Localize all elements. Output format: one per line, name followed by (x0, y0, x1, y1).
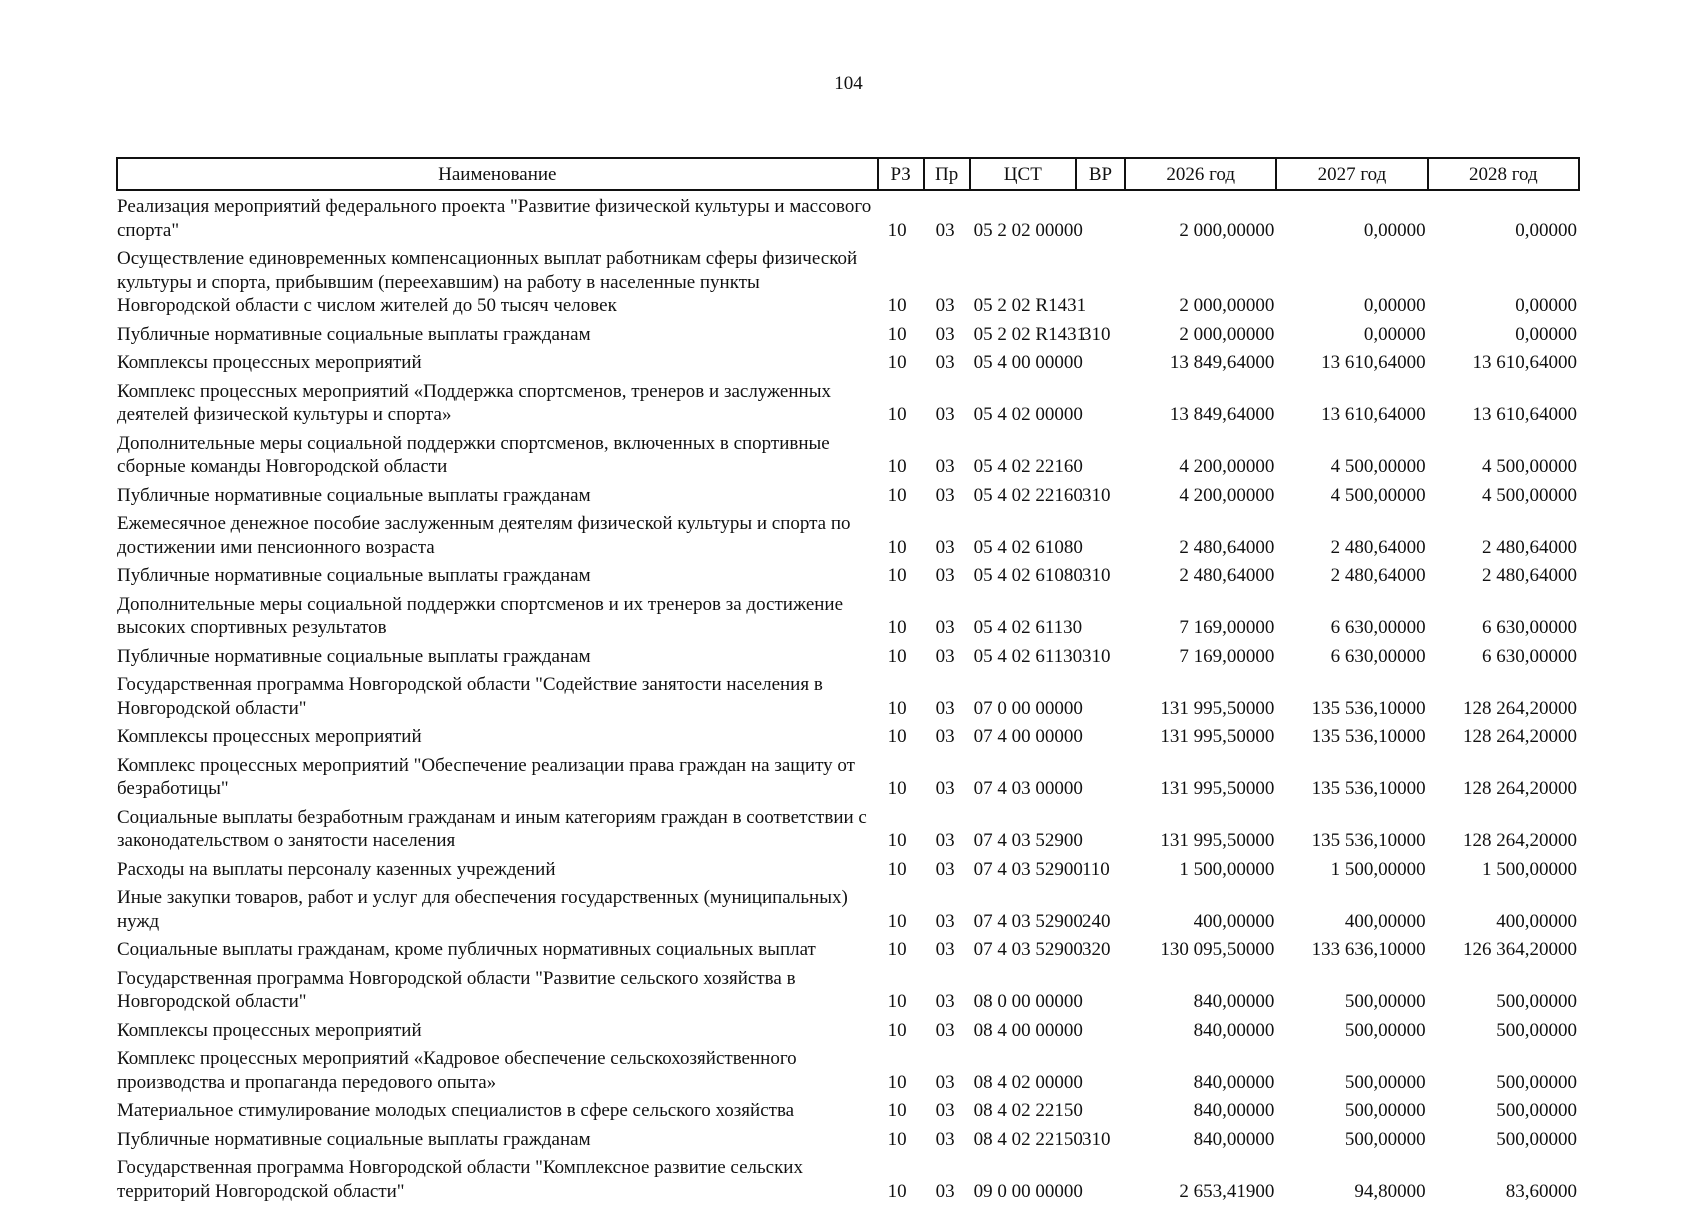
row-2028: 2 480,64000 (1482, 565, 1577, 586)
header-2026: 2026 год (1125, 158, 1276, 190)
row-pr: 03 (935, 219, 955, 241)
row-pr: 03 (935, 830, 955, 851)
table-row (117, 351, 1579, 380)
row-name: Дополнительные меры социальной поддержки спортсменов и их тренеров за достижение высоких спортивных результатов (117, 593, 844, 638)
row-cst: 05 4 02 61080 (973, 536, 1083, 558)
row-pr: 03 (935, 404, 955, 425)
row-rz: 10 (887, 910, 907, 932)
header-2027: 2027 год (1276, 158, 1427, 190)
row-2026: 840,00000 (1193, 1019, 1275, 1041)
row-cst: 05 4 02 22160 (973, 484, 1083, 506)
row-rz: 10 (887, 404, 907, 425)
row-2028: 128 264,20000 (1463, 778, 1577, 799)
row-vr (1076, 754, 1125, 806)
table-row (117, 725, 1579, 754)
row-rz: 10 (887, 456, 907, 477)
row-vr (1076, 725, 1125, 754)
row-2027: 6 630,00000 (1330, 645, 1426, 667)
row-2027: 135 536,10000 (1311, 830, 1426, 851)
row-2026: 7 169,00000 (1179, 617, 1275, 638)
row-rz: 10 (887, 1100, 907, 1121)
row-cst: 07 4 03 00000 (973, 778, 1083, 799)
row-vr (1076, 351, 1125, 380)
row-name: Дополнительные меры социальной поддержки спортсменов, включенных в спортивные сборные команды Новгородской области (117, 432, 830, 477)
row-2026: 4 200,00000 (1179, 456, 1275, 477)
row-2028: 4 500,00000 (1482, 484, 1577, 506)
row-pr: 03 (935, 565, 955, 586)
row-rz: 10 (887, 858, 907, 880)
table-body (117, 190, 1579, 1208)
page-number: 104 (834, 73, 863, 94)
row-vr (1076, 806, 1125, 858)
row-cst: 08 4 02 00000 (973, 1071, 1083, 1093)
row-2027: 0,00000 (1363, 219, 1426, 241)
row-rz: 10 (887, 939, 907, 960)
row-pr: 03 (935, 697, 955, 719)
row-2028: 500,00000 (1496, 991, 1577, 1012)
row-2026: 400,00000 (1193, 910, 1275, 932)
row-2026: 840,00000 (1193, 1100, 1275, 1121)
row-rz: 10 (887, 830, 907, 851)
header-cst: ЦСТ (970, 158, 1076, 190)
table-row (117, 754, 1579, 806)
row-name: Иные закупки товаров, работ и услуг для обеспечения государственных (муниципальных) нужд (117, 887, 848, 932)
row-name: Государственная программа Новгородской области "Содействие занятости населения в Новгородской области" (117, 674, 823, 719)
row-name: Комплексы процессных мероприятий (117, 352, 422, 373)
row-2028: 126 364,20000 (1463, 939, 1577, 960)
row-cst: 07 4 03 52900 (973, 939, 1083, 960)
row-cst: 08 4 02 22150 (973, 1128, 1083, 1150)
row-pr: 03 (935, 1100, 955, 1121)
row-name: Публичные нормативные социальные выплаты гражданам (117, 484, 591, 506)
row-name: Социальные выплаты гражданам, кроме публичных нормативных социальных выплат (117, 939, 816, 960)
row-vr: 310 (1081, 323, 1111, 345)
row-2026: 4 200,00000 (1179, 484, 1275, 506)
row-rz: 10 (887, 295, 907, 316)
row-2026: 131 995,50000 (1160, 778, 1275, 799)
row-rz: 10 (887, 991, 907, 1012)
row-name: Осуществление единовременных компенсационных выплат работникам сферы физической культуры и спорта, прибывшим (переехавшим) на работу в населенные пункты Новгородской области с числом жителей до 50 тысяч человек (117, 248, 858, 316)
row-pr: 03 (935, 1128, 955, 1150)
row-2028: 6 630,00000 (1482, 617, 1577, 638)
table-row (117, 1047, 1579, 1099)
row-rz: 10 (887, 352, 907, 373)
row-cst: 08 0 00 00000 (973, 991, 1083, 1012)
table-row (117, 806, 1579, 858)
table-header (117, 158, 1579, 190)
row-2027: 94,80000 (1354, 1180, 1426, 1202)
row-2027: 0,00000 (1363, 295, 1426, 316)
row-2027: 2 480,64000 (1330, 565, 1426, 586)
row-2028: 128 264,20000 (1463, 830, 1577, 851)
row-vr (1076, 1047, 1125, 1099)
row-2028: 500,00000 (1496, 1071, 1577, 1093)
row-vr (1076, 1156, 1125, 1208)
row-vr (1076, 190, 1125, 247)
row-2026: 131 995,50000 (1160, 830, 1275, 851)
row-2028: 83,60000 (1505, 1180, 1577, 1202)
row-name: Материальное стимулирование молодых специалистов в сфере сельского хозяйства (117, 1100, 795, 1121)
row-2026: 840,00000 (1193, 1128, 1275, 1150)
row-pr: 03 (935, 484, 955, 506)
header-2028: 2028 год (1428, 158, 1579, 190)
row-rz: 10 (887, 697, 907, 719)
row-2028: 0,00000 (1515, 219, 1577, 241)
row-2026: 2 000,00000 (1179, 323, 1275, 345)
row-2028: 400,00000 (1496, 910, 1577, 932)
row-2026: 2 000,00000 (1179, 295, 1275, 316)
row-cst: 05 2 02 R1431 (973, 323, 1087, 345)
row-2027: 4 500,00000 (1330, 484, 1426, 506)
row-rz: 10 (887, 484, 907, 506)
table-row (117, 1128, 1579, 1157)
row-name: Комплексы процессных мероприятий (117, 1019, 422, 1041)
table-row (117, 247, 1579, 323)
row-cst: 05 4 00 00000 (973, 352, 1083, 373)
table-row (117, 593, 1579, 645)
row-name: Социальные выплаты безработным гражданам и иным категориям граждан в соответствии с законодательством о занятости населения (117, 806, 867, 851)
row-cst: 07 4 03 52900 (973, 830, 1083, 851)
row-2027: 4 500,00000 (1330, 456, 1426, 477)
table-row (117, 967, 1579, 1019)
row-name: Публичные нормативные социальные выплаты гражданам (117, 645, 591, 667)
row-rz: 10 (887, 726, 907, 747)
table-row (117, 1156, 1579, 1208)
row-cst: 05 2 02 R1431 (973, 295, 1087, 316)
row-name: Комплексы процессных мероприятий (117, 726, 422, 747)
row-cst: 05 4 02 61130 (973, 617, 1083, 638)
row-rz: 10 (887, 1019, 907, 1041)
row-pr: 03 (935, 939, 955, 960)
row-cst: 05 4 02 61130 (973, 645, 1083, 667)
row-2027: 1 500,00000 (1330, 858, 1426, 880)
row-pr: 03 (935, 910, 955, 932)
row-vr (1076, 967, 1125, 1019)
row-2027: 6 630,00000 (1330, 617, 1426, 638)
row-2028: 128 264,20000 (1463, 726, 1577, 747)
row-2027: 0,00000 (1363, 323, 1426, 345)
row-cst: 07 0 00 00000 (973, 697, 1083, 719)
row-2027: 135 536,10000 (1311, 778, 1426, 799)
row-2026: 131 995,50000 (1160, 697, 1275, 719)
row-cst: 05 2 02 00000 (973, 219, 1083, 241)
row-pr: 03 (935, 295, 955, 316)
header-row (117, 158, 1579, 190)
row-rz: 10 (887, 536, 907, 558)
table-row (117, 380, 1579, 432)
row-2027: 500,00000 (1344, 1100, 1426, 1121)
row-rz: 10 (887, 617, 907, 638)
header-vr: ВР (1076, 158, 1125, 190)
row-pr: 03 (935, 1180, 955, 1202)
row-name: Ежемесячное денежное пособие заслуженным деятелям физической культуры и спорта по достижении ими пенсионного возраста (117, 513, 851, 558)
row-2026: 840,00000 (1193, 991, 1275, 1012)
row-rz: 10 (887, 778, 907, 799)
row-2028: 2 480,64000 (1482, 536, 1577, 558)
header-name: Наименование (117, 158, 878, 190)
row-cst: 07 4 03 52900 (973, 910, 1083, 932)
row-vr (1076, 1099, 1125, 1128)
row-vr (1076, 512, 1125, 564)
row-vr: 310 (1081, 645, 1111, 667)
row-vr: 240 (1081, 910, 1111, 932)
row-vr: 310 (1081, 1128, 1111, 1150)
row-2027: 400,00000 (1344, 910, 1426, 932)
row-2028: 500,00000 (1496, 1100, 1577, 1121)
row-2027: 500,00000 (1344, 1019, 1426, 1041)
row-2027: 500,00000 (1344, 1128, 1426, 1150)
row-vr: 310 (1081, 565, 1111, 586)
row-2026: 13 849,64000 (1169, 404, 1275, 425)
row-name: Комплекс процессных мероприятий «Кадровое обеспечение сельскохозяйственного производства и пропаганда передового опыта» (117, 1048, 797, 1093)
header-pr: Пр (924, 158, 970, 190)
row-2026: 840,00000 (1193, 1071, 1275, 1093)
row-rz: 10 (887, 1128, 907, 1150)
row-pr: 03 (935, 1019, 955, 1041)
row-pr: 03 (935, 778, 955, 799)
row-2027: 500,00000 (1344, 1071, 1426, 1093)
table-row (117, 190, 1579, 247)
row-pr: 03 (935, 536, 955, 558)
table-row (117, 1019, 1579, 1048)
row-name: Расходы на выплаты персоналу казенных учреждений (117, 858, 556, 880)
row-2027: 500,00000 (1344, 991, 1426, 1012)
row-cst: 05 4 02 61080 (973, 565, 1083, 586)
table-row (117, 512, 1579, 564)
row-cst: 09 0 00 00000 (973, 1180, 1083, 1202)
row-name: Комплекс процессных мероприятий "Обеспечение реализации права граждан на защиту от безработицы" (117, 754, 855, 799)
row-rz: 10 (887, 1180, 907, 1202)
row-rz: 10 (887, 1071, 907, 1093)
row-2027: 135 536,10000 (1311, 697, 1426, 719)
row-2026: 2 480,64000 (1179, 536, 1275, 558)
row-cst: 08 4 02 22150 (973, 1100, 1083, 1121)
row-rz: 10 (887, 219, 907, 241)
row-pr: 03 (935, 858, 955, 880)
row-cst: 07 4 00 00000 (973, 726, 1083, 747)
row-cst: 05 4 02 22160 (973, 456, 1083, 477)
row-pr: 03 (935, 991, 955, 1012)
row-2027: 13 610,64000 (1321, 352, 1426, 373)
row-name: Публичные нормативные социальные выплаты гражданам (117, 1128, 591, 1150)
row-vr: 110 (1081, 858, 1110, 880)
row-vr (1076, 432, 1125, 484)
row-2026: 13 849,64000 (1169, 352, 1275, 373)
row-2028: 4 500,00000 (1482, 456, 1577, 477)
table-row (117, 645, 1579, 674)
header-rz: РЗ (878, 158, 924, 190)
table-row (117, 484, 1579, 513)
table-row (117, 323, 1579, 352)
row-2026: 7 169,00000 (1179, 645, 1275, 667)
row-2028: 13 610,64000 (1472, 404, 1577, 425)
table-row (117, 938, 1579, 967)
row-2026: 130 095,50000 (1160, 939, 1275, 960)
row-pr: 03 (935, 617, 955, 638)
row-name: Комплекс процессных мероприятий «Поддержка спортсменов, тренеров и заслуженных деятелей физической культуры и спорта» (117, 380, 831, 425)
row-name: Реализация мероприятий федерального проекта "Развитие физической культуры и массового спорта" (117, 196, 872, 241)
row-pr: 03 (935, 352, 955, 373)
row-2027: 13 610,64000 (1321, 404, 1426, 425)
row-name: Государственная программа Новгородской области "Комплексное развитие сельских территорий Новгородской области" (117, 1157, 803, 1202)
row-2028: 6 630,00000 (1482, 645, 1577, 667)
row-cst: 07 4 03 52900 (973, 858, 1083, 880)
row-vr: 320 (1081, 939, 1111, 960)
row-cst: 08 4 00 00000 (973, 1019, 1083, 1041)
row-2028: 128 264,20000 (1463, 697, 1577, 719)
table-row (117, 1099, 1579, 1128)
row-pr: 03 (935, 323, 955, 345)
row-name: Публичные нормативные социальные выплаты гражданам (117, 565, 591, 586)
row-rz: 10 (887, 645, 907, 667)
row-vr (1076, 380, 1125, 432)
row-vr (1076, 673, 1125, 725)
row-vr: 310 (1081, 484, 1111, 506)
row-2027: 2 480,64000 (1330, 536, 1426, 558)
row-2026: 2 000,00000 (1179, 219, 1275, 241)
row-2028: 500,00000 (1496, 1019, 1577, 1041)
row-rz: 10 (887, 565, 907, 586)
row-2028: 500,00000 (1496, 1128, 1577, 1150)
row-2028: 0,00000 (1515, 323, 1577, 345)
row-rz: 10 (887, 323, 907, 345)
row-2026: 2 480,64000 (1179, 565, 1275, 586)
budget-table (116, 157, 1580, 1208)
row-pr: 03 (935, 726, 955, 747)
row-2027: 135 536,10000 (1311, 726, 1426, 747)
row-name: Государственная программа Новгородской области "Развитие сельского хозяйства в Новгородской области" (117, 967, 796, 1012)
table-row (117, 564, 1579, 593)
row-pr: 03 (935, 1071, 955, 1093)
row-2028: 1 500,00000 (1482, 858, 1577, 880)
row-pr: 03 (935, 456, 955, 477)
row-name: Публичные нормативные социальные выплаты гражданам (117, 323, 591, 345)
row-vr (1076, 1019, 1125, 1048)
table-row (117, 858, 1579, 887)
table-row (117, 886, 1579, 938)
row-2027: 133 636,10000 (1311, 939, 1426, 960)
table-row (117, 673, 1579, 725)
row-2026: 2 653,41900 (1179, 1180, 1275, 1202)
row-vr (1076, 593, 1125, 645)
table-row (117, 432, 1579, 484)
row-2028: 0,00000 (1515, 295, 1577, 316)
row-pr: 03 (935, 645, 955, 667)
row-2026: 131 995,50000 (1160, 726, 1275, 747)
row-2026: 1 500,00000 (1179, 858, 1275, 880)
row-cst: 05 4 02 00000 (973, 404, 1083, 425)
row-2028: 13 610,64000 (1472, 352, 1577, 373)
